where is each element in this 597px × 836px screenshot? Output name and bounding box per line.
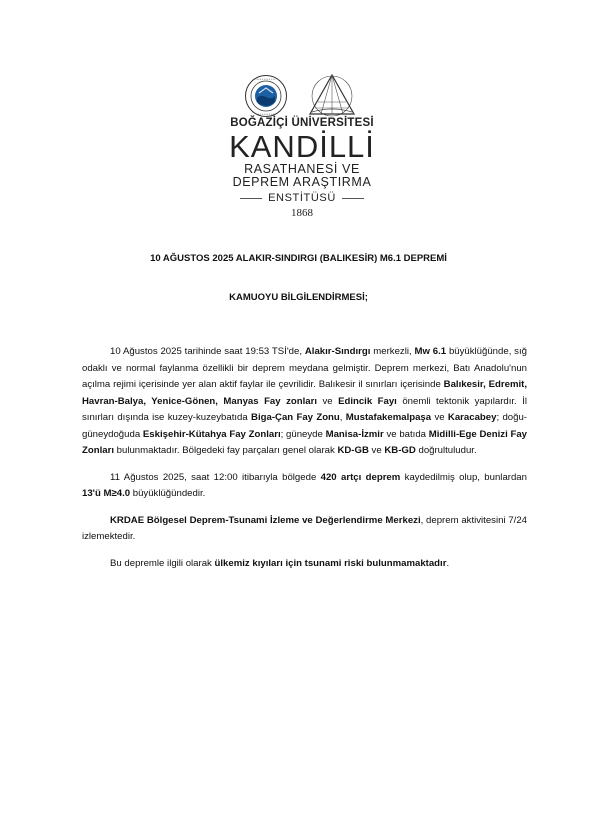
- paragraph-text: büyüklüğünde, sığ odaklı ve normal faylanma özellikli bir deprem meydana gelmiştir. Deprem merkezi, Batı Anadolu'nun açılma rejimi içerisinde yer alan aktif faylar ile çevrilidir. Balıkesir il sınırları içerisinde: [82, 346, 527, 390]
- paragraph-text: kaydedilmiş olup, bunlardan: [400, 471, 527, 483]
- bold-text: ülkemiz kıyıları için tsunami riski bulunmamaktadır: [214, 557, 447, 569]
- svg-text:•••••••••••: •••••••••••: [256, 112, 276, 116]
- bold-text: Eskişehir-Kütahya Fay Zonları: [142, 428, 281, 440]
- paragraph-text: ve: [368, 445, 385, 456]
- paragraph-text: önemli tektonik yapılardır. İl sınırları dışında ise kuzey-kuzeybatıda: [82, 395, 527, 423]
- bold-text: KRDAE Bölgesel Deprem-Tsunami İzleme ve Değerlendirme Merkezi: [110, 514, 421, 526]
- svg-text:•••••••••••: •••••••••••: [256, 76, 276, 81]
- paragraph-text: büyüklüğündedir.: [130, 488, 206, 499]
- bold-text: 13'ü M≥4.0: [82, 488, 131, 499]
- university-name: BOĞAZİÇİ ÜNİVERSİTESİ: [230, 117, 374, 129]
- bold-text: Manisa-İzmir: [325, 428, 384, 440]
- paragraph-text: , deprem aktivitesini 7/24 izlemektedir.: [82, 514, 527, 542]
- document-body: [82, 344, 527, 582]
- bold-text: Mustafakemalpaşa: [345, 412, 432, 423]
- bold-text: Biga-Çan Fay Zonu: [251, 412, 340, 423]
- body-paragraph: [82, 344, 527, 460]
- bold-text: KD-GB: [337, 445, 369, 456]
- paragraph-text: Bu depremle ilgili olarak: [110, 557, 215, 569]
- bold-text: KB-GD: [384, 445, 416, 456]
- bold-text: Balıkesir, Edremit, Havran-Balya, Yenice-Gönen, Manyas Fay zonları: [82, 379, 528, 407]
- bold-text: Alakır-Sındırgı: [304, 346, 371, 357]
- paragraph-text: doğrultuludur.: [415, 445, 477, 456]
- paragraph-text: merkezli,: [370, 346, 415, 357]
- institute-name-line2: RASATHANESİ VE: [244, 161, 360, 176]
- document-subtitle: KAMUOYU BİLGİLENDİRMESİ;: [229, 292, 368, 303]
- kandilli-triangle-emblem-icon: [306, 72, 358, 118]
- document-title: 10 AĞUSTOS 2025 ALAKIR-SINDIRGI (BALIKESİR) M6.1 DEPREMİ: [150, 253, 447, 264]
- bold-text: 420 artçı deprem: [320, 471, 401, 483]
- paragraph-text: ; doğu-güneydoğuda: [82, 412, 527, 440]
- paragraph-text: ve: [316, 395, 339, 407]
- paragraph-text: ve batıda: [383, 428, 429, 440]
- institute-name-line3: DEPREM ARAŞTIRMA: [232, 175, 372, 189]
- bold-text: Midilli-Ege Denizi Fay Zonları: [82, 428, 528, 456]
- body-paragraph: [82, 513, 527, 546]
- institute-name-line4: ENSTİTÜSÜ: [268, 191, 336, 204]
- body-paragraph: [82, 556, 527, 573]
- paragraph-text: 11 Ağustos 2025, saat 12:00 itibarıyla bölgede: [110, 471, 321, 483]
- institute-main-name: KANDİLLİ: [229, 128, 375, 164]
- paragraph-text: ,: [339, 412, 346, 423]
- paragraph-text: ve: [431, 412, 448, 423]
- bold-text: Mw 6.1: [414, 346, 447, 357]
- founding-year: 1868: [291, 206, 313, 219]
- paragraph-text: .: [446, 557, 450, 569]
- paragraph-text: bulunmaktadır. Bölgedeki fay parçaları genel olarak: [113, 445, 338, 456]
- bold-text: Edincik Fayı: [338, 395, 397, 407]
- body-paragraph: [82, 470, 527, 503]
- paragraph-text: 10 Ağustos 2025 tarihinde saat 19:53 TSİ'de,: [110, 346, 305, 357]
- bogazici-university-seal-icon: [244, 74, 288, 118]
- logo-group: [244, 72, 374, 118]
- paragraph-text: ; güneyde: [280, 428, 326, 440]
- bold-text: Karacabey: [447, 412, 497, 423]
- institute-name: [220, 118, 384, 219]
